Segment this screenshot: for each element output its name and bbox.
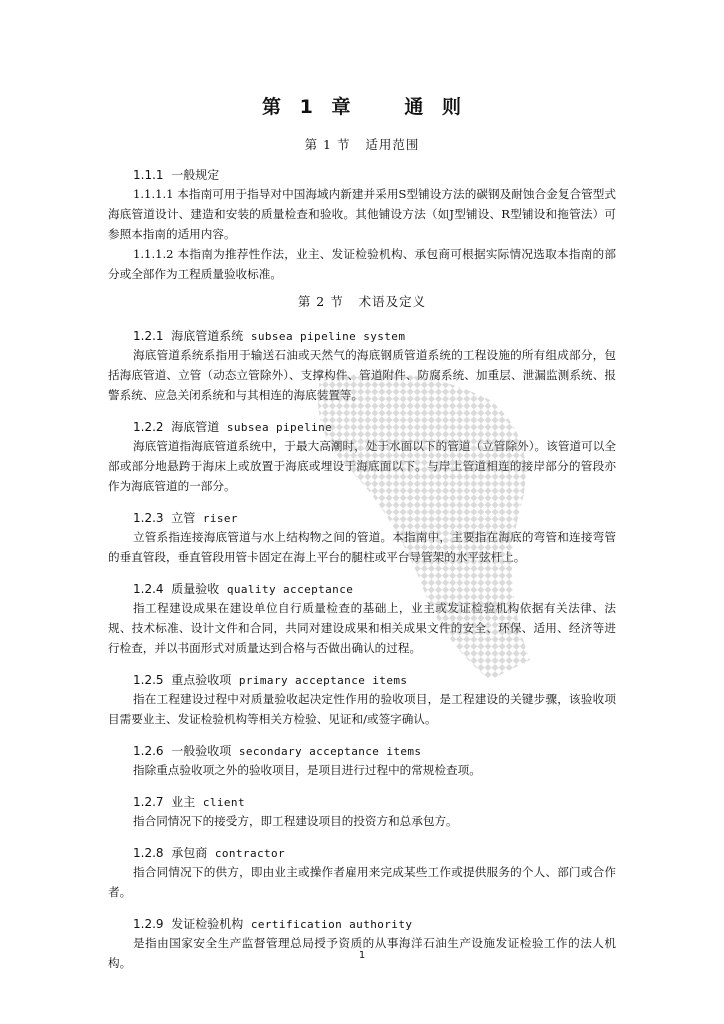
term-heading xyxy=(108,510,616,527)
term-definition: 海底管道系统系指用于输送石油或天然气的海底钢质管道系统的工程设施的所有组成部分，包括海底管道、立管（动态立管除外）、支撑构件、管道附件、防腐系统、加重层、泄漏监测系统、报警系统、应急关闭系统和与其相连的海底装置等。 xyxy=(108,348,616,402)
term-definition: 是指由国家安全生产监督管理总局授予资质的从事海洋石油生产设施发证检验工作的法人机构。 xyxy=(108,936,616,970)
term-number: 1.2.1 xyxy=(133,329,164,343)
clause-title: 一般规定 xyxy=(171,168,220,182)
term-number: 1.2.2 xyxy=(133,420,164,434)
term-heading xyxy=(108,743,616,760)
term-definition: 指工程建设成果在建设单位自行质量检查的基础上，业主或发证检验机构依据有关法律、法规、技术标准、设计文件和合同，共同对建设成果和相关成果文件的安全、环保、适用、经济等进行检查，并以书面形式对质量达到合格与否做出确认的过程。 xyxy=(108,601,616,655)
term-heading xyxy=(108,419,616,436)
term-english: client xyxy=(202,796,245,809)
term-number: 1.2.3 xyxy=(133,511,164,525)
term-definition: 海底管道指海底管道系统中，于最大高潮时，处于水面以下的管道（立管除外）。该管道可以全部或部分地悬跨于海床上或放置于海底或埋设于海底面以下。与岸上管道相连的接岸部分的管段亦作为海底管道的一部分。 xyxy=(108,439,616,493)
term-chinese: 业主 xyxy=(171,795,196,809)
term-number: 1.2.6 xyxy=(133,744,164,758)
term-english: subsea pipeline system xyxy=(250,330,406,343)
term-heading xyxy=(108,581,616,598)
term-english: quality acceptance xyxy=(226,583,354,596)
term-chinese: 发证检验机构 xyxy=(171,917,244,931)
term-chinese: 一般验收项 xyxy=(171,744,232,758)
term-chinese: 承包商 xyxy=(171,846,208,860)
terms-list xyxy=(108,328,616,973)
term-chinese: 海底管道 xyxy=(171,420,220,434)
term-definition: 指合同情况下的供方，即由业主或操作者雇用来完成某些工作或提供服务的个人、部门或合作者。 xyxy=(108,865,616,899)
term-heading xyxy=(108,328,616,345)
section-2-title: 第 2 节 术语及定义 xyxy=(297,294,427,309)
term-definition: 指合同情况下的接受方，即工程建设项目的投资方和总承包方。 xyxy=(133,814,458,828)
section-1-body xyxy=(108,167,616,284)
clause-paragraph: 1.1.1.2 本指南为推荐性作法，业主、发证检验机构、承包商可根据实际情况选取本指南的部分或全部作为工程质量验收标准。 xyxy=(108,247,616,281)
term-chinese: 重点验收项 xyxy=(171,673,232,687)
term-number: 1.2.4 xyxy=(133,582,164,596)
term-entry xyxy=(108,743,616,780)
term-english: riser xyxy=(202,512,238,525)
term-entry xyxy=(108,419,616,496)
term-heading xyxy=(108,672,616,689)
chapter-title: 第 1 章 通 则 xyxy=(262,96,462,118)
term-entry xyxy=(108,794,616,831)
term-english: subsea pipeline xyxy=(226,421,333,434)
term-definition: 指除重点验收项之外的验收项目，是项目进行过程中的常规检查项。 xyxy=(133,763,481,777)
term-english: contractor xyxy=(214,847,286,860)
term-chinese: 海底管道系统 xyxy=(171,329,244,343)
term-definition: 指在工程建设过程中对质量验收起决定性作用的验收项目，是工程建设的关键步骤，该验收项目需要业主、发证检验机构等相关方检验、见证和/或签字确认。 xyxy=(108,692,616,726)
clause-heading xyxy=(108,167,616,184)
term-chinese: 质量验收 xyxy=(171,582,220,596)
term-entry xyxy=(108,510,616,567)
term-chinese: 立管 xyxy=(171,511,196,525)
term-number: 1.2.9 xyxy=(133,917,164,931)
term-entry xyxy=(108,845,616,902)
term-entry xyxy=(108,672,616,729)
term-heading xyxy=(108,845,616,862)
term-definition: 立管系指连接海底管道与水上结构物之间的管道。本指南中，主要指在海底的弯管和连接弯管的垂直管段，垂直管段用管卡固定在海上平台的腿柱或平台导管架的水平弦杆上。 xyxy=(108,530,616,564)
term-heading xyxy=(108,916,616,933)
term-entry xyxy=(108,916,616,973)
clause-number: 1.1.1 xyxy=(133,168,164,182)
term-number: 1.2.5 xyxy=(133,673,164,687)
term-english: certification authority xyxy=(250,918,413,931)
page-number: 1 xyxy=(358,950,366,961)
section-1-title: 第 1 节 适用范围 xyxy=(304,137,420,152)
term-number: 1.2.7 xyxy=(133,795,164,809)
term-number: 1.2.8 xyxy=(133,846,164,860)
clause-paragraph: 1.1.1.1 本指南可用于指导对中国海域内新建并采用S型铺设方法的碳钢及耐蚀合金复合管型式海底管道设计、建造和安装的质量检查和验收。其他铺设方法（如J型铺设、R型铺设和拖管法）可参照本指南的适用内容。 xyxy=(108,187,616,241)
term-entry xyxy=(108,328,616,405)
term-english: primary acceptance items xyxy=(238,674,408,687)
term-english: secondary acceptance items xyxy=(238,745,422,758)
term-heading xyxy=(108,794,616,811)
term-entry xyxy=(108,581,616,658)
